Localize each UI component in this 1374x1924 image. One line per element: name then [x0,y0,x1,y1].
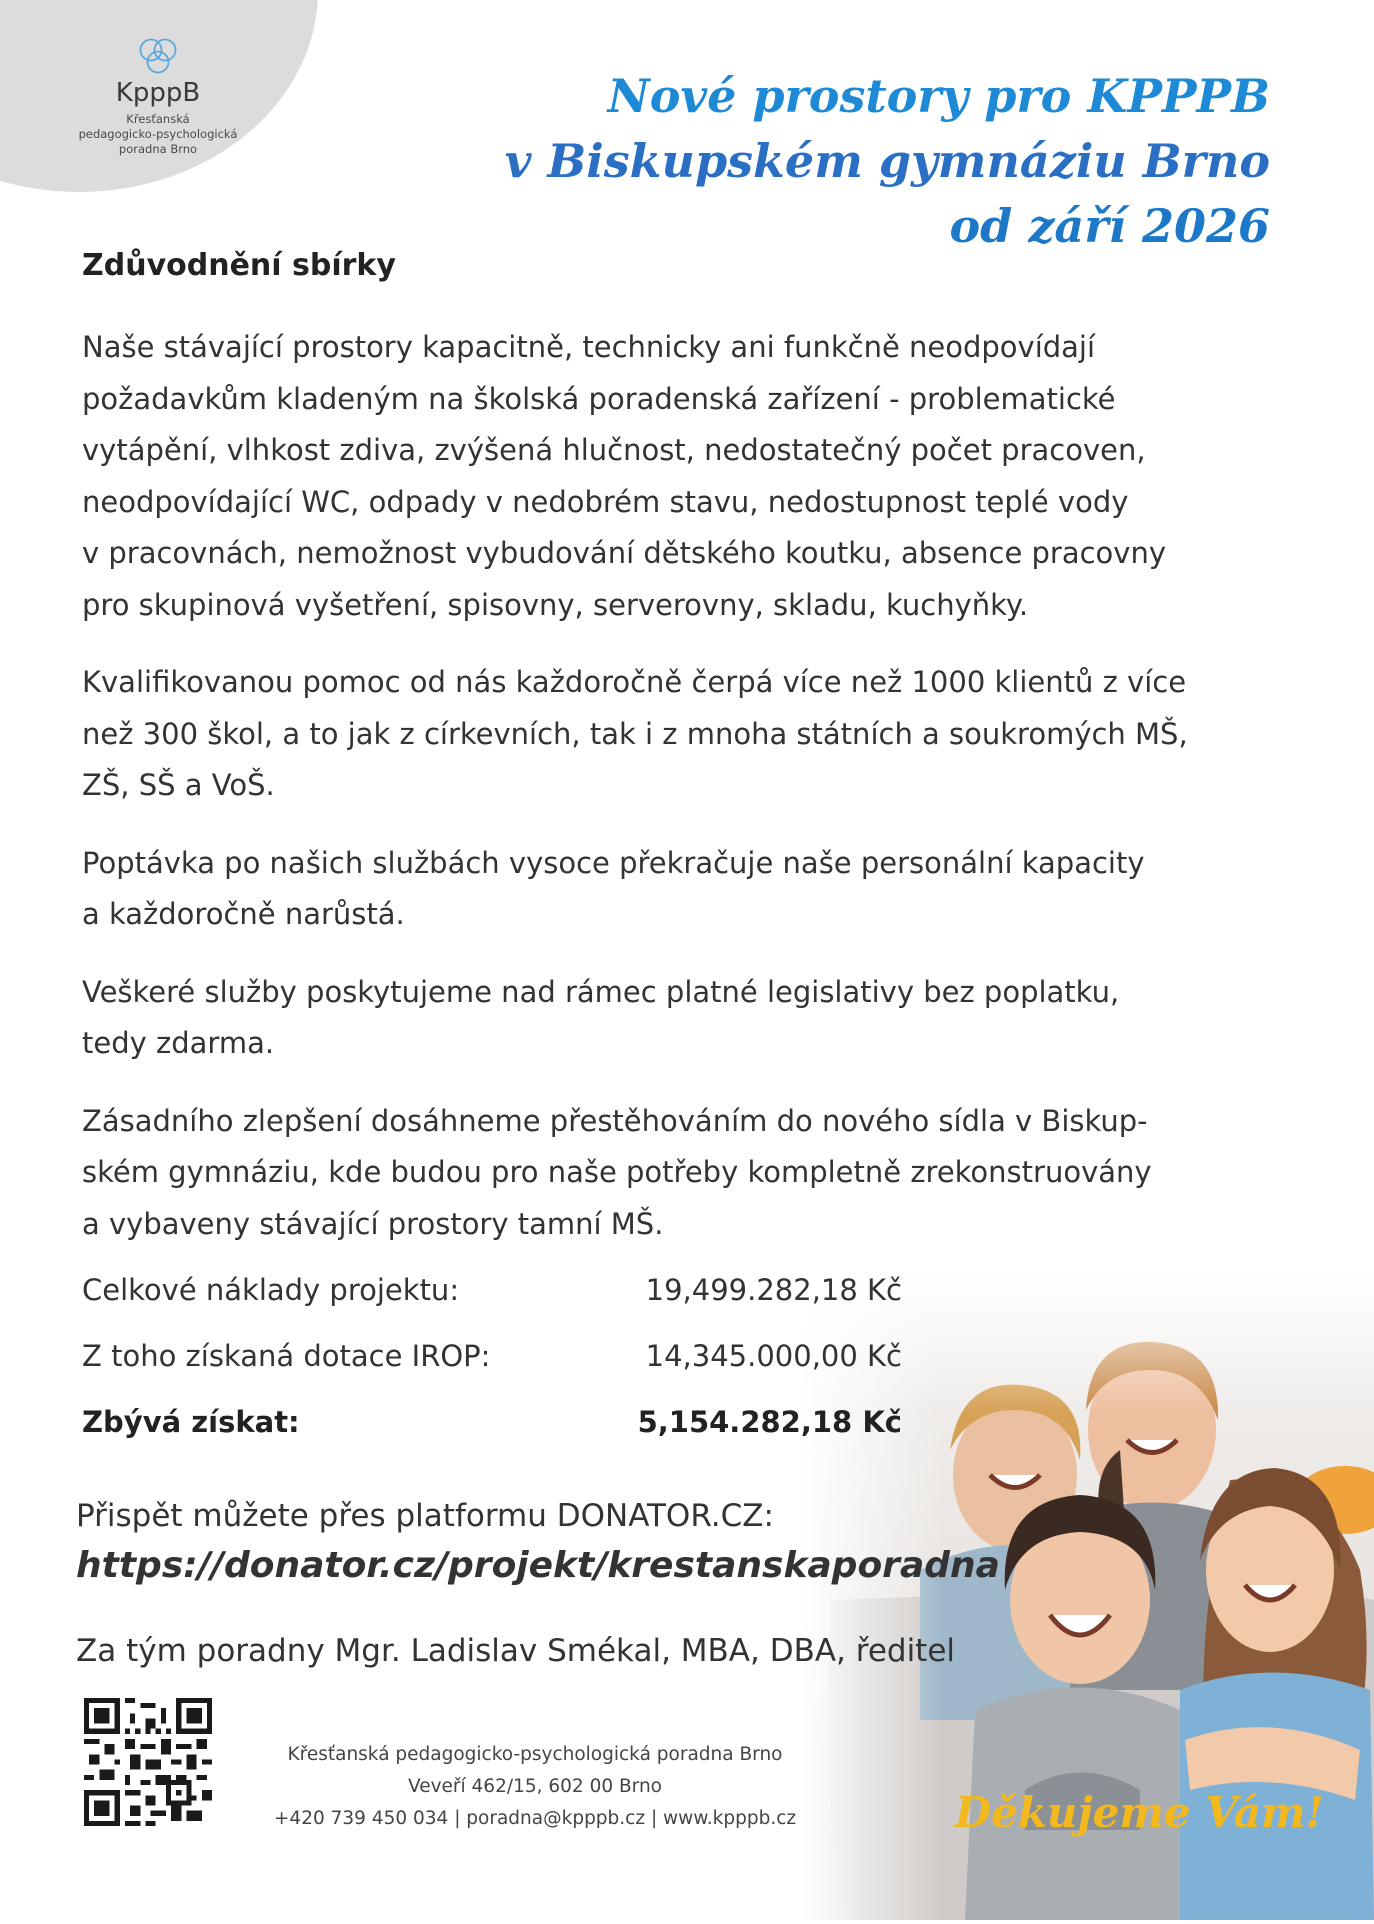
logo-subtitle-line: poradna Brno [118,142,198,156]
paragraph-line: neodpovídající WC, odpady v nedobrém stavu, nedostupnost teplé vody [82,484,1129,519]
body-text [82,322,1312,1276]
paragraph-line: požadavkům kladeným na školská poradenská zařízení - problematické [82,381,1116,416]
title-line-text: od září 2026 [949,199,1270,253]
paragraph-line: pro skupinová vyšetření, spisovny, serverovny, skladu, kuchyňky. [82,587,1029,622]
paragraph-line: Veškeré služby poskytujeme nad rámec platné legislativy bez poplatku, [82,974,1120,1009]
paragraph [82,1096,1312,1251]
cost-value: 19,499.282,18 Kč [645,1273,902,1307]
logo-subtitle-line: pedagogicko-psychologická [78,127,238,141]
paragraph-line: Naše stávající prostory kapacitně, technicky ani funkčně neodpovídají [82,330,1096,364]
cost-row-remaining [82,1400,902,1466]
paragraph-line: ském gymnáziu, kde budou pro naše potřeby kompletně zrekonstruovány [82,1155,1152,1189]
paragraph-line: Zásadního zlepšení dosáhneme přestěhováním do nového sídla v Biskup- [82,1103,1148,1138]
paragraph [82,657,1312,812]
logo [68,36,248,157]
title-line-text: Nové prostory pro KPPPB [607,69,1270,123]
paragraph-line: Poptávka po našich službách vysoce překračuje naše personální kapacity [82,845,1145,880]
paragraph-line: a vybaveny stávající prostory tamní MŠ. [82,1206,664,1241]
paragraph-line: Kvalifikovanou pomoc od nás každoročně čerpá více než 1000 klientů z více [82,665,1187,699]
paragraph-line: než 300 škol, a to jak z církevních, tak i z mnoha státních a soukromých MŠ, [82,716,1188,751]
cost-value: 5,154.282,18 Kč [637,1405,902,1439]
paragraph [82,967,1312,1070]
cost-label: Celkové náklady projektu: [82,1273,460,1307]
logo-subtitle-line: Křesťanská [126,112,190,126]
title-line [505,194,1270,259]
footer-contact [235,1739,835,1835]
footer-line-contacts: +420 739 450 034 | poradna@kpppb.cz | www.kpppb.cz [273,1808,797,1829]
donate-link[interactable]: https://donator.cz/projekt/krestanskaporadna [76,1545,1000,1586]
title-line [505,129,1270,194]
page-title [505,64,1270,259]
cost-row-total-costs [82,1268,902,1334]
paragraph [82,838,1312,941]
title-line-text: v Biskupském gymnáziu Brno [504,134,1270,188]
paragraph-line: ZŠ, SŠ a VoŠ. [82,768,275,802]
thanks-text: Děkujeme Vám! [954,1788,1324,1837]
logo-name: KpppB [115,78,201,108]
paragraph-line: v pracovnách, nemožnost vybudování dětského koutku, absence pracovny [82,536,1167,570]
paragraph-line: vytápění, vlhkost zdiva, zvýšená hlučnost, nedostatečný počet pracoven, [82,433,1146,467]
logo-subtitle [68,112,248,157]
cost-row-irop-grant [82,1334,902,1400]
footer-line-address: Veveří 462/15, 602 00 Brno [407,1776,663,1797]
three-rings-logo-icon [136,36,180,76]
cost-label: Z toho získaná dotace IROP: [82,1339,491,1373]
section-heading: Zdůvodnění sbírky [82,248,396,283]
title-line [505,64,1270,129]
qr-code[interactable] [84,1698,212,1826]
cost-summary [82,1268,902,1466]
cost-value: 14,345.000,00 Kč [645,1339,902,1373]
paragraph-line: tedy zdarma. [82,1026,275,1060]
donate-text: Přispět můžete přes platformu DONATOR.CZ: [76,1498,774,1534]
signature: Za tým poradny Mgr. Ladislav Smékal, MBA, DBA, ředitel [76,1633,956,1669]
paragraph [82,322,1312,631]
paragraph-line: a každoročně narůstá. [82,897,405,931]
cost-label: Zbývá získat: [82,1405,300,1439]
footer-line-organization: Křesťanská pedagogicko-psychologická poradna Brno [287,1744,783,1765]
